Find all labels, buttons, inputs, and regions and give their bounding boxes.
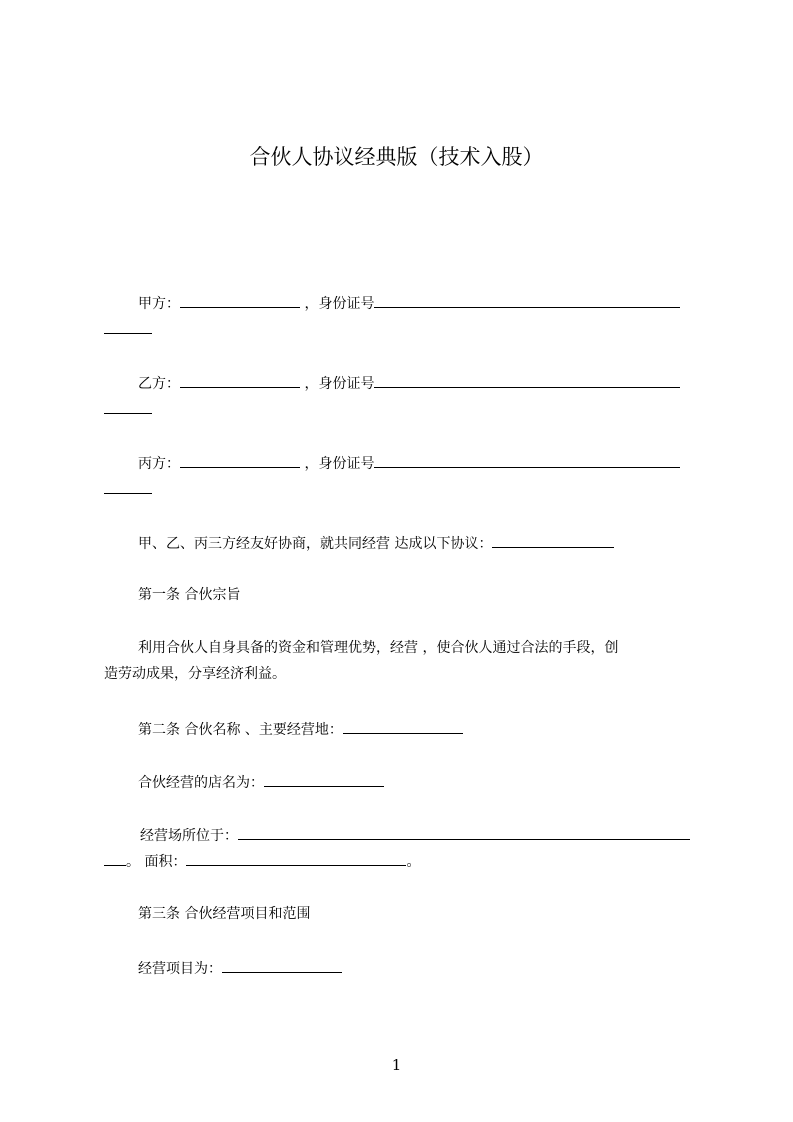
party-c-id-blank-cont[interactable] (104, 478, 152, 494)
party-b-name-blank[interactable] (180, 372, 300, 388)
intro-blank[interactable] (492, 532, 614, 548)
party-c-id-blank[interactable] (374, 452, 680, 468)
location-blank[interactable] (238, 824, 690, 840)
shop-name-label: 合伙经营的店名为： (138, 775, 264, 791)
article1-text-line1: 利用合伙人自身具备的资金和管理优势，经营 ，使合伙人通过合法的手段，创 (138, 640, 619, 656)
items-blank[interactable] (222, 957, 342, 973)
shop-name-line (138, 771, 384, 793)
party-c-label: 丙方： (138, 456, 180, 472)
page-number: 1 (391, 1056, 402, 1074)
party-a-id-blank[interactable] (374, 292, 680, 308)
party-a-name-blank[interactable] (180, 292, 300, 308)
area-blank[interactable] (186, 850, 406, 866)
party-a-line (138, 292, 680, 314)
party-c-line (138, 452, 680, 474)
party-a-label: 甲方： (138, 296, 180, 312)
shop-name-blank[interactable] (264, 771, 384, 787)
article2-heading: 第二条 合伙名称 、主要经营地： (138, 722, 343, 738)
area-line (104, 850, 420, 872)
location-label: 经营场所位于： (140, 828, 238, 844)
intro-text: 甲、乙、丙三方经友好协商，就共同经营 达成以下协议： (138, 536, 493, 552)
party-c-id-label: ，身份证号 (304, 456, 375, 472)
document-title: 合伙人协议经典版（技术入股） (249, 145, 544, 169)
area-label: 。 面积： (126, 854, 187, 870)
intro-line (138, 532, 614, 554)
party-a-id-blank-cont[interactable] (104, 318, 152, 334)
location-line (140, 824, 690, 846)
area-suffix: 。 (406, 854, 421, 870)
article2-line (138, 718, 463, 740)
location-blank-cont[interactable] (104, 850, 126, 866)
party-b-line-cont (104, 398, 152, 420)
party-c-name-blank[interactable] (180, 452, 300, 468)
party-b-id-blank[interactable] (374, 372, 680, 388)
party-c-line-cont (104, 478, 152, 500)
party-b-id-label: ，身份证号 (304, 376, 375, 392)
article1-text-line2: 造劳动成果，分享经济利益。 (104, 666, 286, 682)
party-b-id-blank-cont[interactable] (104, 398, 152, 414)
article3-heading: 第三条 合伙经营项目和范围 (138, 906, 311, 922)
items-label: 经营项目为： (138, 961, 222, 977)
article2-location-blank[interactable] (343, 718, 463, 734)
items-line (138, 957, 342, 979)
article1-heading: 第一条 合伙宗旨 (138, 587, 241, 603)
party-b-line (138, 372, 680, 394)
party-a-id-label: ，身份证号 (304, 296, 375, 312)
party-a-line-cont (104, 318, 152, 340)
party-b-label: 乙方： (138, 376, 180, 392)
